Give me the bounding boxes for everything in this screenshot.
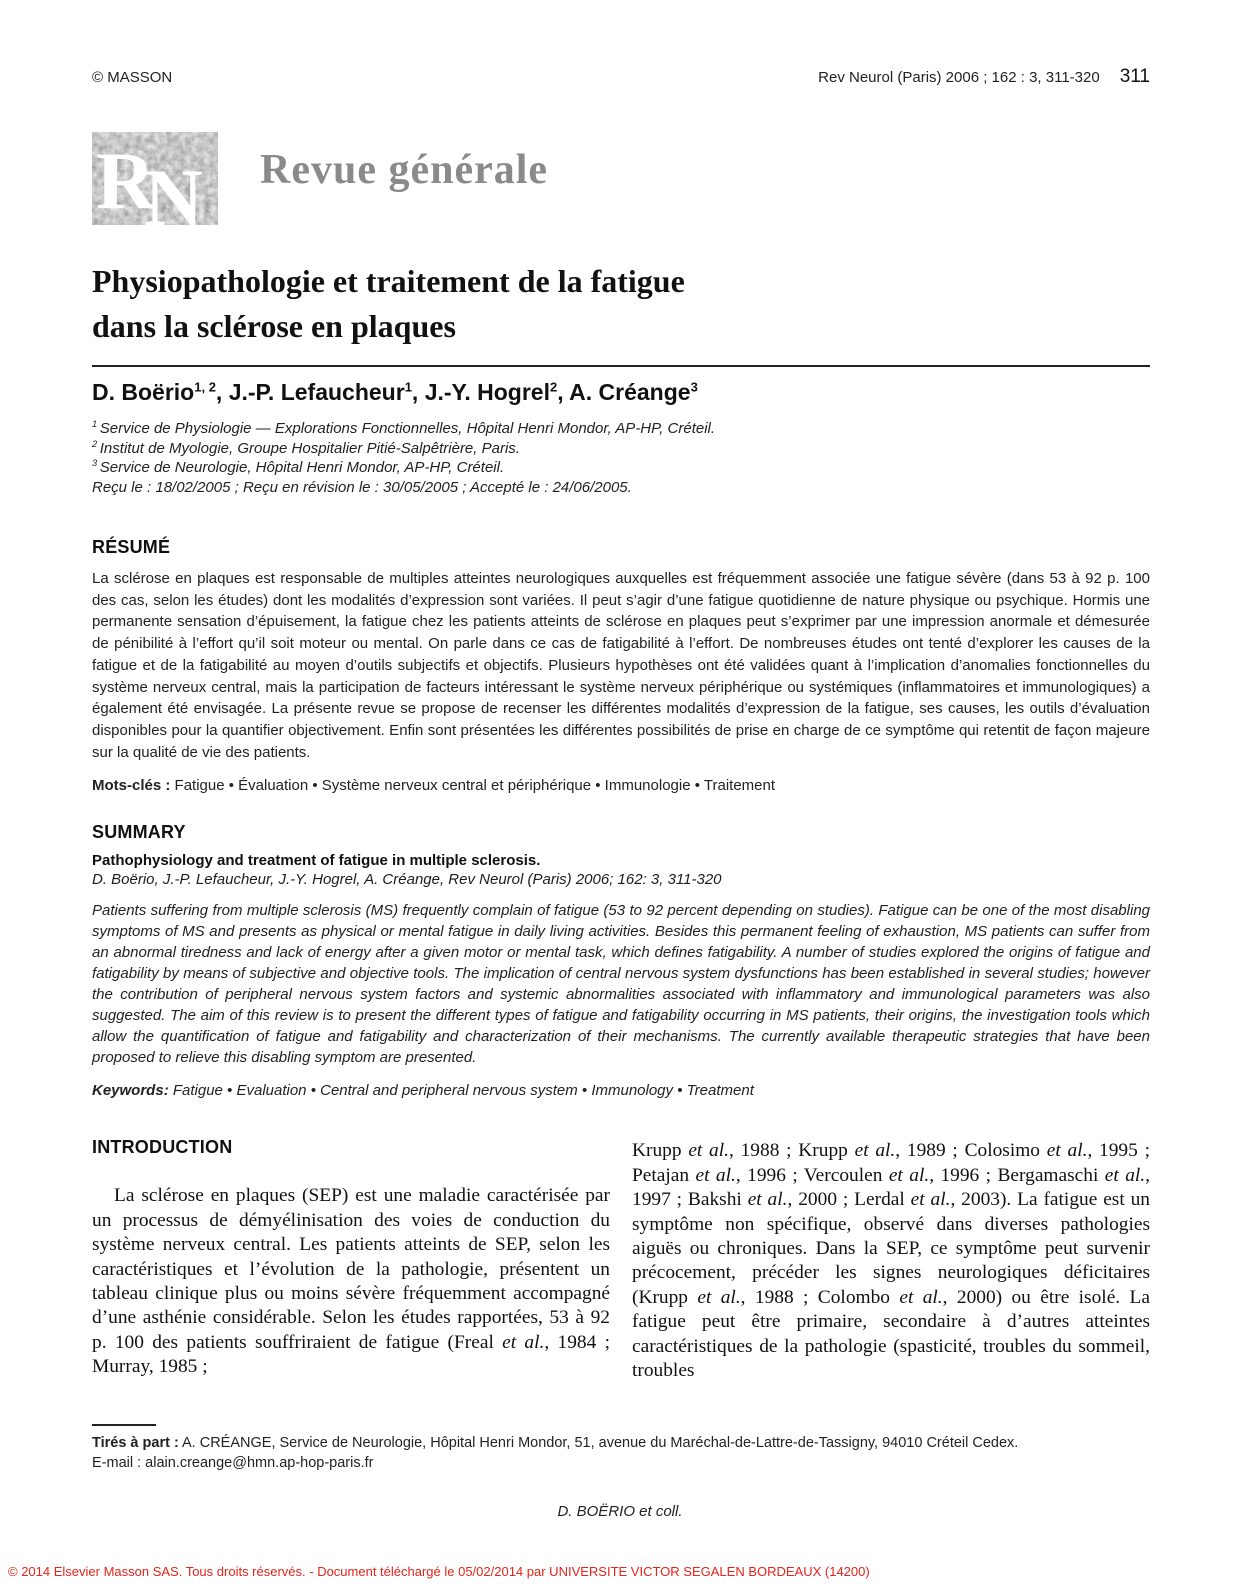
journal-logo [92, 132, 218, 225]
intro-paragraph-right: Krupp et al., 1988 ; Krupp et al., 1989 ; Colosimo et al., 1995 ; Petajan et al., 1996 ; Vercoulen et al., 1996 ; Bergamaschi et al., 1997 ; Bakshi et al., 2000 ; Lerdal et al., 2003). La fatigue est un symptôme non spécifique, observé dans diverses pathologies aiguës ou chroniques. Dans la SEP, ce symptôme peut survenir précocement, précéder les signes neurologiques déficitaires (Krupp et al., 1988 ; Colombo et al., 2000) ou être isolé. La fatigue peut être primaire, secondaire à d’autres atteintes caractéristiques de la pathologie (spasticité, troubles du sommeil, troubles [632, 1140, 1151, 1381]
publisher-label: © MASSON [92, 69, 173, 86]
footnote-rule [92, 1424, 156, 1426]
summary-title: Pathophysiology and treatment of fatigue in multiple sclerosis. [92, 852, 541, 870]
article-title-line1: Physiopathologie et traitement de la fatigue [92, 263, 685, 299]
authors-line: D. Boërio$^{1, 2}$, J.-P. Lefaucheur$^1$, J.-Y. Hogrel$^2$, A. Créange$^3$ [92, 379, 698, 405]
logo-letter-n: N [144, 152, 204, 225]
intro-column-right [632, 1137, 1150, 1383]
correspondence-footnote [92, 1424, 1150, 1473]
title-rule [92, 365, 1150, 367]
copyright-notice: © 2014 Elsevier Masson SAS. Tous droits réservés. - Document téléchargé le 05/02/2014 par UNIVERSITE VICTOR SEGALEN BORDEAUX (14200) [8, 1564, 870, 1579]
received-dates: Reçu le : 18/02/2005 ; Reçu en révision le : 30/05/2005 ; Accepté le : 24/06/2005. [92, 478, 632, 496]
summary-section [92, 822, 1150, 1099]
affiliations [92, 419, 1150, 497]
logo-letter-r: R [96, 135, 156, 225]
article-title-line2: dans la sclérose en plaques [92, 308, 456, 344]
page-number: 311 [1119, 66, 1150, 87]
page-header [92, 66, 1150, 88]
introduction-section [92, 1137, 1150, 1383]
affiliation-1: $^1$ Service de Physiologie — Explorations Fonctionnelles, Hôpital Henri Mondor, AP-HP, Créteil. [92, 419, 716, 437]
journal-citation: Rev Neurol (Paris) 2006 ; 162 : 3, 311-320 [818, 69, 1100, 86]
summary-body: Patients suffering from multiple sclerosis (MS) frequently complain of fatigue (53 to 92 percent depending on studies). Fatigue can be one of the most disabling symptoms of MS and presents as physical or mental fatigue in daily living activities. Besides this permanent feeling of exhaustion, MS patients can suffer from an abnormal tiredness and lack of energy after a given motor or mental task, which defines fatigability. A number of studies explored the origins of fatigue and fatigability by means of subjective and objective tools. The implication of central nervous system dysfunctions has been established in several studies; however the contribution of peripheral nervous system factors and systemic abnormalities associated with inflammatory and immunological parameters was also suggested. The aim of this review is to present the different types of fatigue and fatigability occurring in MS patients, their origins, the investigation tools which allow the quantification of fatigue and fatigability and characterization of their mechanisms. The currently available therapeutic strategies that have been proposed to relieve this disabling symptom are presented. [92, 902, 1150, 1067]
footnote-address: Tirés à part : A. CRÉANGE, Service de Neurologie, Hôpital Henri Mondor, 51, avenue du Maréchal-de-Lattre-de-Tassigny, 94010 Créteil Cedex. [92, 1435, 1019, 1451]
resume-heading: RÉSUMÉ [92, 537, 171, 557]
article-title [92, 259, 1150, 349]
intro-paragraph-left: La sclérose en plaques (SEP) est une maladie caractérisée par un processus de démyélinisation des voies de conduction du système nerveux central. Les patients atteints de SEP, selon les caractéristiques et l’évolution de la pathologie, présentent un tableau clinique plus ou moins sévère fréquemment accompagné d’une asthénie considérable. Selon les études rapportées, 53 à 92 p. 100 des patients souffriraient de fatigue (Freal et al., 1984 ; Murray, 1985 ; [92, 1185, 610, 1378]
summary-keywords: Keywords: Fatigue • Evaluation • Central and peripheral nervous system • Immunology • Treatment [92, 1082, 754, 1100]
running-author: D. BOËRIO et coll. [557, 1503, 683, 1520]
affiliation-3: $^3$ Service de Neurologie, Hôpital Henri Mondor, AP-HP, Créteil. [92, 458, 505, 476]
summary-heading: SUMMARY [92, 822, 186, 843]
resume-keywords: Mots-clés : Fatigue • Évaluation • Système nerveux central et périphérique • Immunologie • Traitement [92, 777, 776, 795]
footnote-email: E-mail : alain.creange@hmn.ap-hop-paris.fr [92, 1455, 374, 1471]
masthead [92, 132, 1150, 225]
affiliation-2: $^2$ Institut de Myologie, Groupe Hospitalier Pitié-Salpêtrière, Paris. [92, 438, 520, 457]
summary-citation: D. Boërio, J.-P. Lefaucheur, J.-Y. Hogrel, A. Créange, Rev Neurol (Paris) 2006; 162: 3, 311-320 [92, 871, 722, 889]
intro-column-left [92, 1137, 610, 1383]
introduction-heading: INTRODUCTION [92, 1137, 233, 1158]
header-right [818, 66, 1150, 88]
section-title: Revue générale [260, 147, 549, 193]
resume-body: La sclérose en plaques est responsable de multiples atteintes neurologiques auxquelles est fréquemment associée une fatigue sévère (dans 53 à 92 p. 100 des cas, selon les études) dont les modalités d’expression sont variées. Il peut s’agir d’une fatigue quotidienne de nature physique ou psychique. Hormis une permanente sensation d’épuisement, la fatigue chez les patients atteints de sclérose en plaques peut s’exprimer par une impression anormale et démesurée de pénibilité à l’effort qu’il soit moteur ou mental. On parle dans ce cas de fatigabilité à l’effort. De nombreuses études ont tenté d’explorer les causes de la fatigue et de la fatigabilité au moyen d’outils subjectifs et objectifs. Plusieurs hypothèses ont été validées quant à l’implication d’anomalies fonctionnelles du système nerveux central, mais la participation de facteurs intéressant le système nerveux périphérique ou systémiques (inflammatoires et immunologiques) a également été envisagée. La présente revue se propose de recenser les différentes modalités d’expression de la fatigue, ses causes, les outils d’évaluation disponibles pour la quantifier objectivement. Enfin sont présentées les différentes possibilités de prise en charge de ce symptôme qui retentit de façon majeure sur la qualité de vie des patients. [92, 570, 1150, 761]
resume-section [92, 537, 1150, 794]
